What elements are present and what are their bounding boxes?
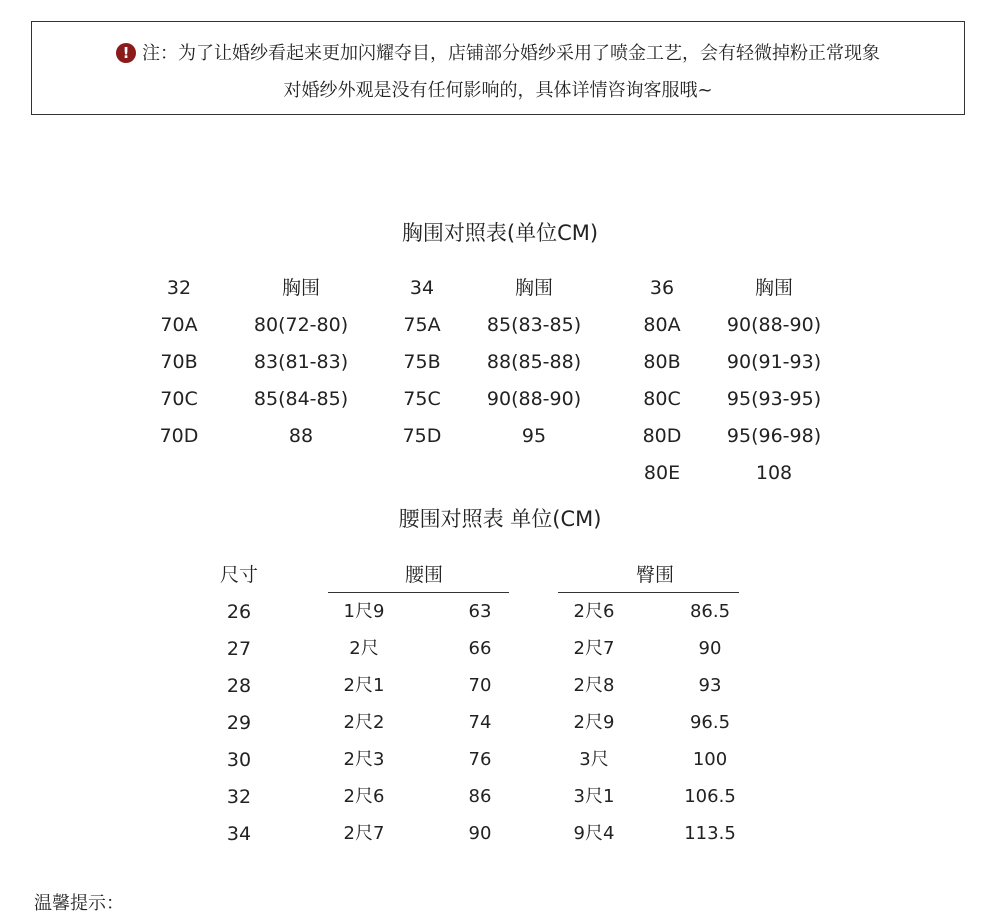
bust-size-code: 70A [160,314,198,336]
bust-size-code: 80D [642,425,682,447]
bust-measure-value: 83(81-83) [253,351,349,373]
waist-chi: 2尺3 [343,749,385,770]
waist-cm: 86 [468,786,492,807]
bust-measure-header: 胸围 [754,277,794,299]
waist-cm: 74 [468,712,492,733]
waist-chi: 1尺9 [343,601,385,622]
waist-size: 30 [226,749,252,771]
waist-chi: 2尺6 [343,786,385,807]
hip-header-rule [558,592,739,593]
bust-group-header: 34 [409,277,435,299]
waist-table-title: 腰围对照表 单位(CM) [398,507,602,531]
bust-size-code: 75D [402,425,442,447]
waist-chi: 2尺 [349,638,379,659]
waist-size: 32 [226,786,252,808]
bust-group-header: 36 [649,277,675,299]
bust-measure-value: 85(83-85) [486,314,582,336]
waist-cm: 63 [468,601,492,622]
waist-cm: 90 [468,823,492,844]
exclamation-circle-icon: ! [116,43,136,63]
waist-size: 27 [226,638,252,660]
hip-cm: 96.5 [689,712,731,733]
waist-chi: 2尺1 [343,675,385,696]
hip-chi: 9尺4 [573,823,615,844]
bust-measure-value: 80(72-80) [253,314,349,336]
waist-header: 腰围 [404,564,444,586]
waist-chi: 2尺7 [343,823,385,844]
hip-cm: 93 [698,675,722,696]
size-header: 尺寸 [219,564,259,586]
hip-cm: 113.5 [684,823,736,844]
bust-measure-header: 胸围 [281,277,321,299]
hip-chi: 2尺8 [573,675,615,696]
waist-size: 34 [226,823,252,845]
bust-measure-value: 90(88-90) [726,314,822,336]
bust-measure-value: 90(88-90) [486,388,582,410]
notice-line-2: 对婚纱外观是没有任何影响的，具体详情咨询客服哦~ [283,80,713,101]
bust-size-code: 70B [160,351,198,373]
hip-cm: 100 [692,749,728,770]
bust-size-code: 80A [643,314,681,336]
bust-size-code: 80B [643,351,681,373]
bust-table-title: 胸围对照表(单位CM) [401,221,599,245]
hip-chi: 2尺9 [573,712,615,733]
notice-text-1: 注：为了让婚纱看起来更加闪耀夺目，店铺部分婚纱采用了喷金工艺，会有轻微掉粉正常现象 [142,43,880,64]
hip-cm: 90 [698,638,722,659]
bust-measure-value: 95 [521,425,547,447]
bust-size-code: 75C [403,388,441,410]
hip-chi: 3尺1 [573,786,615,807]
waist-size: 28 [226,675,252,697]
bust-measure-value: 88(85-88) [486,351,582,373]
waist-cm: 66 [468,638,492,659]
hip-chi: 3尺 [579,749,609,770]
bust-measure-value: 95(96-98) [726,425,822,447]
waist-size: 26 [226,601,252,623]
waist-cm: 76 [468,749,492,770]
hip-chi: 2尺6 [573,601,615,622]
bust-size-code: 75A [403,314,441,336]
waist-chi: 2尺2 [343,712,385,733]
footer-note: 温馨提示： [34,893,124,914]
notice-box [31,21,965,115]
bust-size-code: 80E [643,462,681,484]
bust-size-code: 70C [160,388,198,410]
hip-header: 臀围 [635,564,675,586]
hip-cm: 86.5 [689,601,731,622]
bust-measure-value: 95(93-95) [726,388,822,410]
waist-header-rule [328,592,509,593]
waist-cm: 70 [468,675,492,696]
bust-group-header: 32 [166,277,192,299]
hip-chi: 2尺7 [573,638,615,659]
bust-size-code: 75B [403,351,441,373]
bust-measure-value: 88 [288,425,314,447]
bust-size-code: 70D [159,425,199,447]
waist-size: 29 [226,712,252,734]
bust-size-code: 80C [643,388,681,410]
hip-cm: 106.5 [684,786,736,807]
bust-measure-value: 90(91-93) [726,351,822,373]
bust-measure-value: 108 [755,462,793,484]
bust-measure-header: 胸围 [514,277,554,299]
bust-measure-value: 85(84-85) [253,388,349,410]
notice-line-1 [32,42,964,66]
